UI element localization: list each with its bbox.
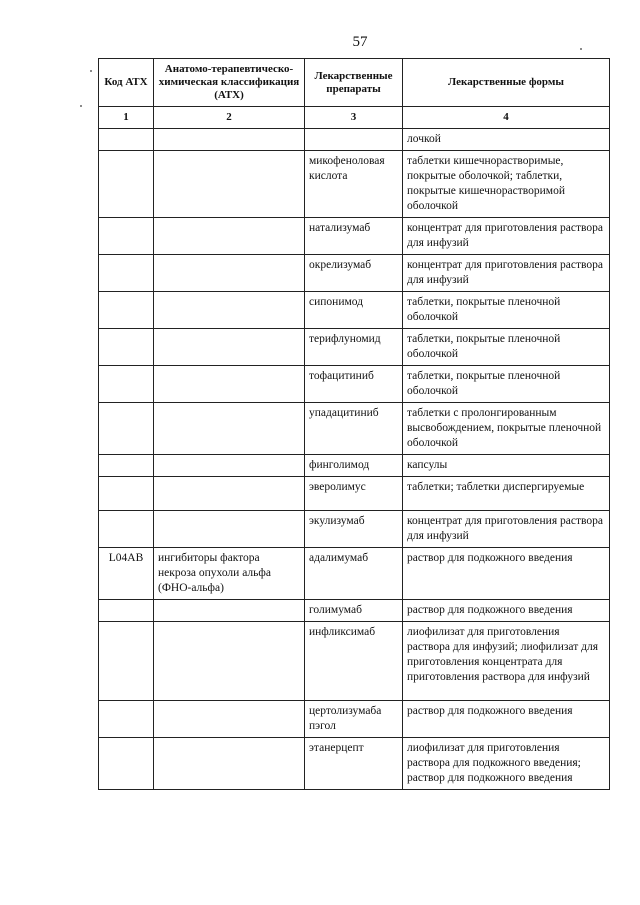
cell-form: таблетки; таблетки диспергируемые xyxy=(403,477,610,511)
cell-classification xyxy=(154,600,305,622)
table-row xyxy=(99,600,610,622)
table-row xyxy=(99,255,610,292)
column-number: 4 xyxy=(403,107,610,129)
table-row xyxy=(99,403,610,455)
column-number-row xyxy=(99,107,610,129)
cell-classification xyxy=(154,366,305,403)
table-row xyxy=(99,738,610,790)
column-number: 3 xyxy=(305,107,403,129)
cell-form: раствор для подкожного введения xyxy=(403,701,610,738)
cell-form: таблетки, покрытые пленочной оболочкой xyxy=(403,292,610,329)
cell-classification xyxy=(154,701,305,738)
cell-classification xyxy=(154,477,305,511)
scan-speck xyxy=(90,70,92,72)
cell-drug xyxy=(305,129,403,151)
cell-drug: экулизумаб xyxy=(305,511,403,548)
cell-drug: упадацитиниб xyxy=(305,403,403,455)
cell-classification xyxy=(154,129,305,151)
cell-drug: сипонимод xyxy=(305,292,403,329)
cell-classification xyxy=(154,511,305,548)
cell-drug: цертолизумаба пэгол xyxy=(305,701,403,738)
cell-code xyxy=(99,511,154,548)
cell-form: концентрат для приготовления раствора для инфузий xyxy=(403,511,610,548)
cell-form: таблетки с пролонгированным высвобождением, покрытые пленочной оболочкой xyxy=(403,403,610,455)
cell-drug: инфликсимаб xyxy=(305,622,403,701)
table-row xyxy=(99,511,610,548)
cell-drug: микофеноловая кислота xyxy=(305,151,403,218)
cell-code xyxy=(99,292,154,329)
cell-code xyxy=(99,477,154,511)
cell-drug: этанерцепт xyxy=(305,738,403,790)
cell-form: лочкой xyxy=(403,129,610,151)
table-row xyxy=(99,329,610,366)
table-row xyxy=(99,151,610,218)
cell-code xyxy=(99,455,154,477)
scan-speck xyxy=(80,105,82,107)
cell-drug: финголимод xyxy=(305,455,403,477)
page-number: 57 xyxy=(352,34,368,50)
table-row xyxy=(99,622,610,701)
cell-drug: голимумаб xyxy=(305,600,403,622)
cell-drug: терифлуномид xyxy=(305,329,403,366)
cell-form: концентрат для приготовления раствора для инфузий xyxy=(403,255,610,292)
cell-form: раствор для подкожного введения xyxy=(403,600,610,622)
cell-form: лиофилизат для приготовления раствора для инфузий; лиофилизат для приготовления концентрата для приготовления раствора для инфузий xyxy=(403,622,610,701)
scan-speck xyxy=(580,48,582,50)
cell-form: концентрат для приготовления раствора для инфузий xyxy=(403,218,610,255)
table-header-row xyxy=(99,59,610,107)
cell-form: раствор для подкожного введения xyxy=(403,548,610,600)
cell-drug: окрелизумаб xyxy=(305,255,403,292)
cell-code: L04AB xyxy=(99,548,154,600)
cell-code xyxy=(99,129,154,151)
header-forms: Лекарственные формы xyxy=(403,59,610,107)
cell-code xyxy=(99,151,154,218)
cell-code xyxy=(99,218,154,255)
cell-form: таблетки кишечнорастворимые, покрытые оболочкой; таблетки, покрытые кишечнорастворимой оболочкой xyxy=(403,151,610,218)
table-row xyxy=(99,477,610,511)
cell-classification xyxy=(154,738,305,790)
table-row xyxy=(99,701,610,738)
cell-classification xyxy=(154,218,305,255)
header-code: Код АТХ xyxy=(99,59,154,107)
cell-form: таблетки, покрытые пленочной оболочкой xyxy=(403,366,610,403)
table-row xyxy=(99,218,610,255)
cell-drug: адалимумаб xyxy=(305,548,403,600)
cell-form: лиофилизат для приготовления раствора для подкожного введения; раствор для подкожного введения xyxy=(403,738,610,790)
cell-classification xyxy=(154,255,305,292)
cell-classification xyxy=(154,455,305,477)
column-number: 1 xyxy=(99,107,154,129)
cell-code xyxy=(99,600,154,622)
cell-code xyxy=(99,622,154,701)
table-row xyxy=(99,292,610,329)
cell-form: капсулы xyxy=(403,455,610,477)
cell-code xyxy=(99,329,154,366)
cell-code xyxy=(99,701,154,738)
table-row xyxy=(99,455,610,477)
header-drugs: Лекарственные препараты xyxy=(305,59,403,107)
cell-classification xyxy=(154,622,305,701)
cell-code xyxy=(99,403,154,455)
cell-form: таблетки, покрытые пленочной оболочкой xyxy=(403,329,610,366)
cell-classification xyxy=(154,403,305,455)
column-number: 2 xyxy=(154,107,305,129)
table-row xyxy=(99,366,610,403)
cell-code xyxy=(99,738,154,790)
cell-classification xyxy=(154,292,305,329)
table-row xyxy=(99,129,610,151)
table-row xyxy=(99,548,610,600)
cell-drug: натализумаб xyxy=(305,218,403,255)
cell-drug: эверолимус xyxy=(305,477,403,511)
atx-table xyxy=(98,58,610,790)
cell-classification: ингибиторы фактора некроза опухоли альфа (ФНО-альфа) xyxy=(154,548,305,600)
cell-code xyxy=(99,255,154,292)
cell-classification xyxy=(154,329,305,366)
cell-classification xyxy=(154,151,305,218)
header-classification: Анатомо-терапевтическо-химическая классификация (АТХ) xyxy=(154,59,305,107)
cell-code xyxy=(99,366,154,403)
cell-drug: тофацитиниб xyxy=(305,366,403,403)
